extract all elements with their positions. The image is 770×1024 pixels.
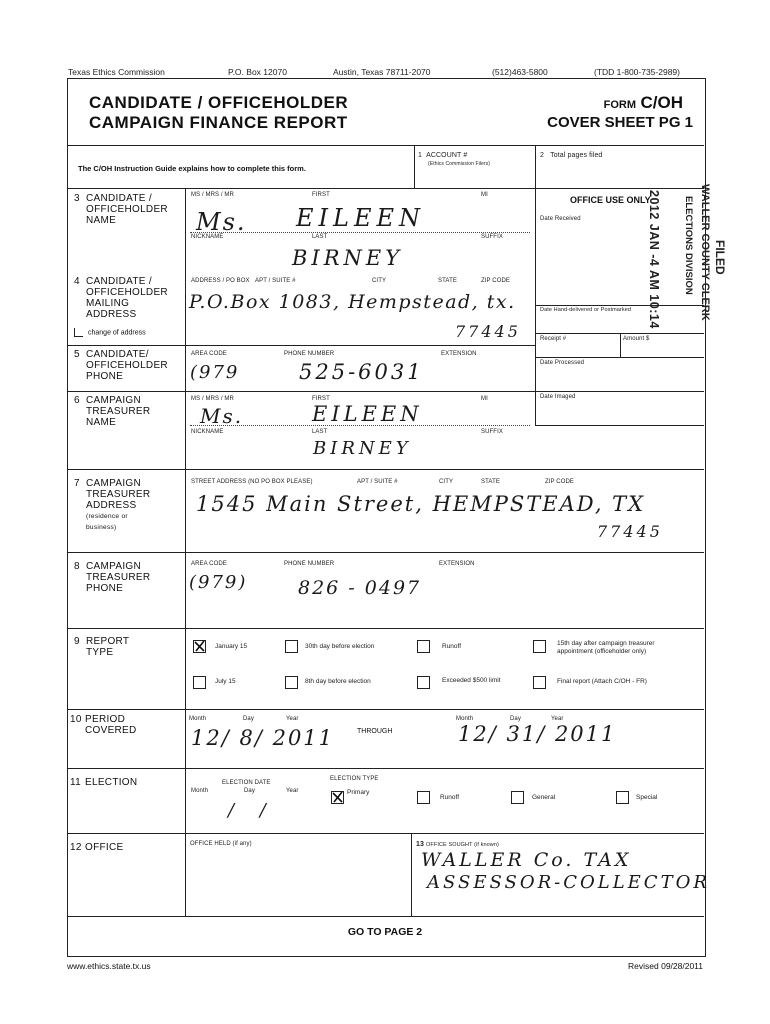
treasurer-address-value[interactable]: 1545 Main Street, HEMPSTEAD, TX — [196, 492, 646, 516]
election-primary-checkbox[interactable] — [331, 791, 344, 804]
s10-to-day-label: Day — [510, 716, 521, 722]
candidate-first-value[interactable]: EILEEN — [296, 204, 425, 232]
stamp-filed: FILED — [713, 240, 727, 275]
s3-mi-label: MI — [481, 192, 488, 198]
s7-city-label: CITY — [439, 479, 454, 485]
amount-label: Amount $ — [623, 336, 650, 342]
s5-phone-label: PHONE NUMBER — [284, 351, 335, 357]
office-sought-line1-value[interactable]: WALLER Co. TAX — [421, 849, 632, 871]
report-type-runoff-checkbox[interactable] — [417, 640, 430, 653]
election-type-label: ELECTION TYPE — [330, 776, 379, 782]
section-8-label: 8 CAMPAIGN TREASURER PHONE — [74, 561, 151, 594]
candidate-zip-value[interactable]: 77445 — [455, 322, 521, 341]
website-link[interactable]: www.ethics.state.tx.us — [67, 961, 151, 971]
s7-apt-label: APT / SUITE # — [357, 479, 398, 485]
stamp-clerk: WALLER COUNTY CLERK — [699, 184, 711, 321]
report-type-final-label: Final report (Attach C/OH - FR) — [557, 678, 647, 685]
s3-title-label: MS / MRS / MR — [191, 192, 234, 198]
s3-first-label: FIRST — [312, 192, 330, 198]
s3-nick-label: NICKNAME — [191, 234, 224, 240]
treasurer-zip-value[interactable]: 77445 — [597, 522, 663, 541]
election-special-label: Special — [636, 794, 658, 801]
candidate-address-value[interactable]: P.O.Box 1083, Hempstead, tx. — [189, 291, 516, 313]
s10-to-year-label: Year — [551, 716, 564, 722]
election-runoff-checkbox[interactable] — [417, 791, 430, 804]
s10-from-day-label: Day — [243, 716, 254, 722]
office-held-input[interactable] — [190, 852, 405, 907]
s3-last-label: LAST — [312, 234, 328, 240]
election-general-label: General — [532, 794, 556, 801]
report-type-jan15-label: January 15 — [215, 643, 248, 650]
s10-from-month-label: Month — [189, 716, 207, 722]
stamp-date: 2012 JAN -4 AM 10:14 — [647, 190, 661, 329]
report-type-jan15-checkbox[interactable] — [193, 640, 206, 653]
office-held-label: OFFICE HELD (if any) — [190, 841, 252, 847]
agency-tdd: (TDD 1-800-735-2989) — [594, 67, 680, 77]
treasurer-area-value[interactable]: (979) — [189, 572, 248, 593]
section-12-label: 12 OFFICE — [70, 842, 124, 853]
report-type-jul15-label: July 15 — [215, 678, 236, 685]
section-11-label: 11 ELECTION — [70, 777, 138, 788]
s4-address-label: ADDRESS / PO BOX — [191, 278, 250, 284]
section-4-label: 4 CANDIDATE / OFFICEHOLDER MAILING ADDRESS — [74, 276, 168, 320]
s5-area-label: AREA CODE — [191, 351, 227, 357]
s4-city-label: CITY — [372, 278, 387, 284]
form-title-line2: CAMPAIGN FINANCE REPORT — [89, 113, 348, 132]
s3-suffix-label: SUFFIX — [481, 234, 503, 240]
election-date-value[interactable]: / / — [228, 800, 276, 821]
election-year-label: Year — [286, 788, 299, 794]
office-sought-label: 13 OFFICE SOUGHT (if known) — [416, 841, 499, 848]
s6-first-label: FIRST — [312, 396, 330, 402]
section-5-label: 5 CANDIDATE/ OFFICEHOLDER PHONE — [74, 349, 168, 382]
section-10-label: 10 PERIOD COVERED — [70, 714, 137, 736]
section-7-label: 7 CAMPAIGN TREASURER ADDRESS (residence or business) — [74, 478, 151, 531]
agency-name: Texas Ethics Commission — [68, 67, 165, 77]
report-type-exceeded-label: Exceeded $500 limit — [442, 677, 501, 684]
checkmark-icon — [331, 790, 345, 804]
agency-phone: (512)463-5800 — [492, 67, 548, 77]
s4-zip-label: ZIP CODE — [481, 278, 511, 284]
report-type-15th-checkbox[interactable] — [533, 640, 546, 653]
s10-to-month-label: Month — [456, 716, 474, 722]
date-hand-label: Date Hand-delivered or Postmarked — [540, 307, 632, 313]
s7-zip-label: ZIP CODE — [545, 479, 575, 485]
candidate-last-value[interactable]: BIRNEY — [292, 246, 404, 270]
instructions: The C/OH Instruction Guide explains how to complete this form. — [78, 164, 306, 173]
total-pages-label: 2 Total pages filed — [540, 152, 603, 159]
report-type-30th-checkbox[interactable] — [285, 640, 298, 653]
s8-area-label: AREA CODE — [191, 561, 227, 567]
date-received-label: Date Received — [540, 216, 581, 222]
s4-state-label: STATE — [438, 278, 457, 284]
report-type-30th-label: 30th day before election — [305, 643, 375, 650]
form-id — [604, 93, 683, 113]
go-to-page-2: GO TO PAGE 2 — [347, 926, 423, 938]
form-title-line1: CANDIDATE / OFFICEHOLDER — [89, 93, 349, 112]
treasurer-first-value[interactable]: EILEEN — [312, 402, 423, 426]
date-imaged-label: Date Imaged — [540, 394, 576, 400]
section-6-label: 6 CAMPAIGN TREASURER NAME — [74, 395, 151, 428]
s6-suffix-label: SUFFIX — [481, 429, 503, 435]
date-processed-label: Date Processed — [540, 360, 585, 366]
election-date-label: ELECTION DATE — [222, 780, 271, 786]
treasurer-title-value[interactable]: Ms. — [200, 404, 244, 428]
s6-title-label: MS / MRS / MR — [191, 396, 234, 402]
account-sub: (Ethics Commission Filers) — [428, 161, 491, 167]
s5-ext-label: EXTENSION — [441, 351, 477, 357]
s8-phone-label: PHONE NUMBER — [284, 561, 335, 567]
report-type-runoff-label: Runoff — [442, 643, 462, 650]
account-input[interactable] — [426, 172, 506, 184]
s10-from-year-label: Year — [286, 716, 299, 722]
revised-date: Revised 09/28/2011 — [628, 961, 703, 971]
cover-sheet-label: COVER SHEET PG 1 — [547, 114, 693, 131]
treasurer-last-value[interactable]: BIRNEY — [313, 438, 412, 459]
election-day-label: Day — [244, 788, 255, 794]
candidate-title-value[interactable]: Ms. — [196, 208, 247, 236]
period-to-value[interactable]: 12/ 31/ 2011 — [458, 722, 617, 746]
office-sought-line2-value[interactable]: ASSESSOR-COLLECTOR — [427, 872, 710, 893]
election-general-checkbox[interactable] — [511, 791, 524, 804]
change-of-address-checkbox[interactable] — [74, 328, 83, 337]
report-type-exceeded-checkbox[interactable] — [417, 676, 430, 689]
through-label: THROUGH — [357, 728, 393, 735]
receipt-label: Receipt # — [540, 336, 567, 342]
report-type-final-checkbox[interactable] — [533, 676, 546, 689]
election-runoff-label: Runoff — [440, 794, 460, 801]
report-type-8th-label: 8th day before election — [305, 678, 371, 685]
election-month-label: Month — [191, 788, 209, 794]
candidate-phone-value[interactable]: 525-6031 — [299, 360, 424, 384]
form-code: C/OH — [640, 93, 683, 112]
treasurer-phone-value[interactable]: 826 - 0497 — [298, 577, 422, 599]
form-prefix: FORM — [603, 99, 637, 111]
election-primary-label: Primary — [347, 789, 370, 796]
section-9-label: 9 REPORT TYPE — [74, 636, 130, 658]
report-type-15th-label: 15th day after campaign treasurer appointment (officeholder only) — [557, 640, 655, 655]
agency-city: Austin, Texas 78711-2070 — [333, 67, 431, 77]
s6-mi-label: MI — [481, 396, 488, 402]
agency-pobox: P.O. Box 12070 — [228, 67, 287, 77]
election-special-checkbox[interactable] — [616, 791, 629, 804]
s6-nick-label: NICKNAME — [191, 429, 224, 435]
candidate-area-value[interactable]: (979 — [190, 362, 240, 383]
office-use-title: OFFICE USE ONLY — [570, 195, 651, 205]
s6-last-label: LAST — [312, 429, 328, 435]
period-from-value[interactable]: 12/ 8/ 2011 — [191, 726, 335, 750]
report-type-8th-checkbox[interactable] — [285, 676, 298, 689]
section-3-label: 3 CANDIDATE / OFFICEHOLDER NAME — [74, 193, 168, 226]
change-of-address[interactable]: change of address — [74, 328, 146, 337]
s7-state-label: STATE — [481, 479, 500, 485]
checkmark-icon — [193, 639, 207, 653]
s8-ext-label: EXTENSION — [439, 561, 475, 567]
report-type-jul15-checkbox[interactable] — [193, 676, 206, 689]
stamp-division: ELECTIONS DIVISION — [683, 196, 694, 295]
s4-apt-label: APT / SUITE # — [255, 278, 296, 284]
s7-street-label: STREET ADDRESS (NO PO BOX PLEASE) — [191, 479, 313, 485]
account-label: 1 ACCOUNT # — [418, 152, 468, 159]
